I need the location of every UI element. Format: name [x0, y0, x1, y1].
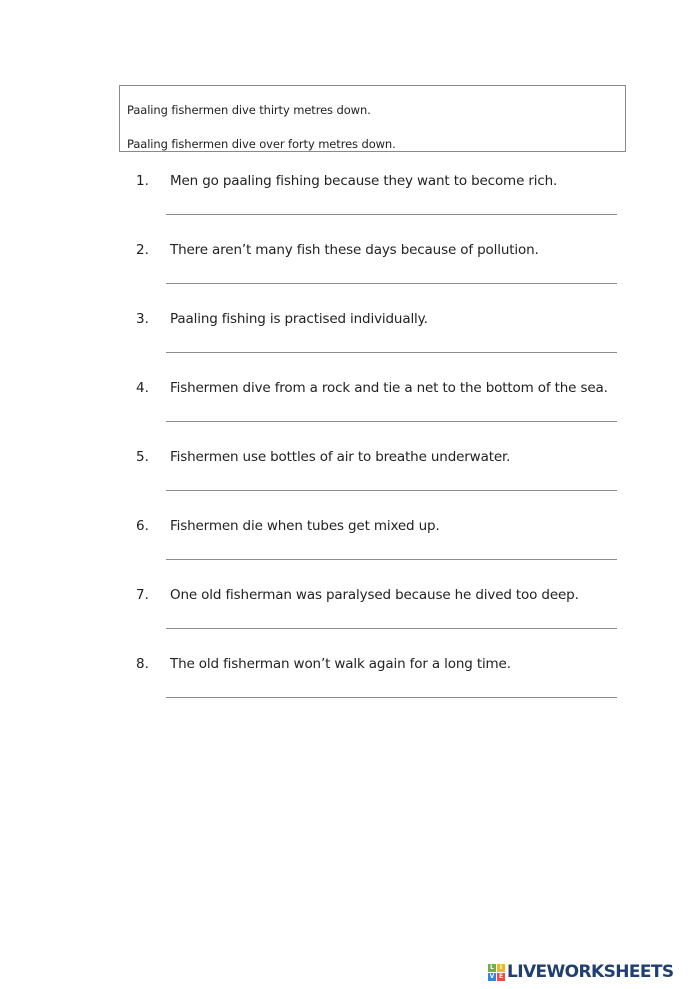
info-line-2: Paaling fishermen dive over forty metres down. [127, 137, 396, 151]
question-number: 4. [136, 380, 149, 396]
question-text: Fishermen use bottles of air to breathe underwater. [170, 449, 511, 465]
answer-line[interactable] [166, 283, 617, 284]
question-number: 2. [136, 242, 149, 258]
question-item-7 [0, 587, 700, 656]
answer-line[interactable] [166, 214, 617, 215]
question-number: 7. [136, 587, 149, 603]
question-text: The old fisherman won’t walk again for a long time. [170, 656, 511, 672]
question-number: 3. [136, 311, 149, 327]
question-item-6 [0, 518, 700, 587]
question-text: There aren’t many fish these days because of pollution. [170, 242, 539, 258]
answer-line[interactable] [166, 490, 617, 491]
liveworksheets-logo [488, 962, 674, 982]
question-number: 6. [136, 518, 149, 534]
question-item-3 [0, 311, 700, 380]
logo-mark-v: V [489, 972, 495, 980]
answer-line[interactable] [166, 559, 617, 560]
question-number: 8. [136, 656, 149, 672]
question-item-8 [0, 656, 700, 725]
question-item-5 [0, 449, 700, 518]
info-box [119, 85, 626, 152]
answer-line[interactable] [166, 421, 617, 422]
answer-line[interactable] [166, 352, 617, 353]
logo-mark-i: I [497, 964, 505, 972]
info-line-1: Paaling fishermen dive thirty metres down. [127, 103, 371, 117]
question-text: Paaling fishing is practised individually. [170, 311, 428, 327]
logo-text: LIVEWORKSHEETS [507, 962, 674, 982]
question-item-4 [0, 380, 700, 449]
logo-mark-e: E [498, 972, 504, 980]
question-text: Men go paaling fishing because they want to become rich. [170, 173, 558, 189]
logo-mark-l: L [488, 964, 496, 972]
question-text: One old fisherman was paralysed because he dived too deep. [170, 587, 579, 603]
question-number: 5. [136, 449, 149, 465]
answer-line[interactable] [166, 697, 617, 698]
answer-line[interactable] [166, 628, 617, 629]
question-item-2 [0, 242, 700, 311]
question-item-1 [0, 173, 700, 242]
question-text: Fishermen die when tubes get mixed up. [170, 518, 440, 534]
logo-mark-icon [488, 964, 505, 981]
question-text: Fishermen dive from a rock and tie a net to the bottom of the sea. [170, 380, 608, 396]
question-number: 1. [136, 173, 149, 189]
